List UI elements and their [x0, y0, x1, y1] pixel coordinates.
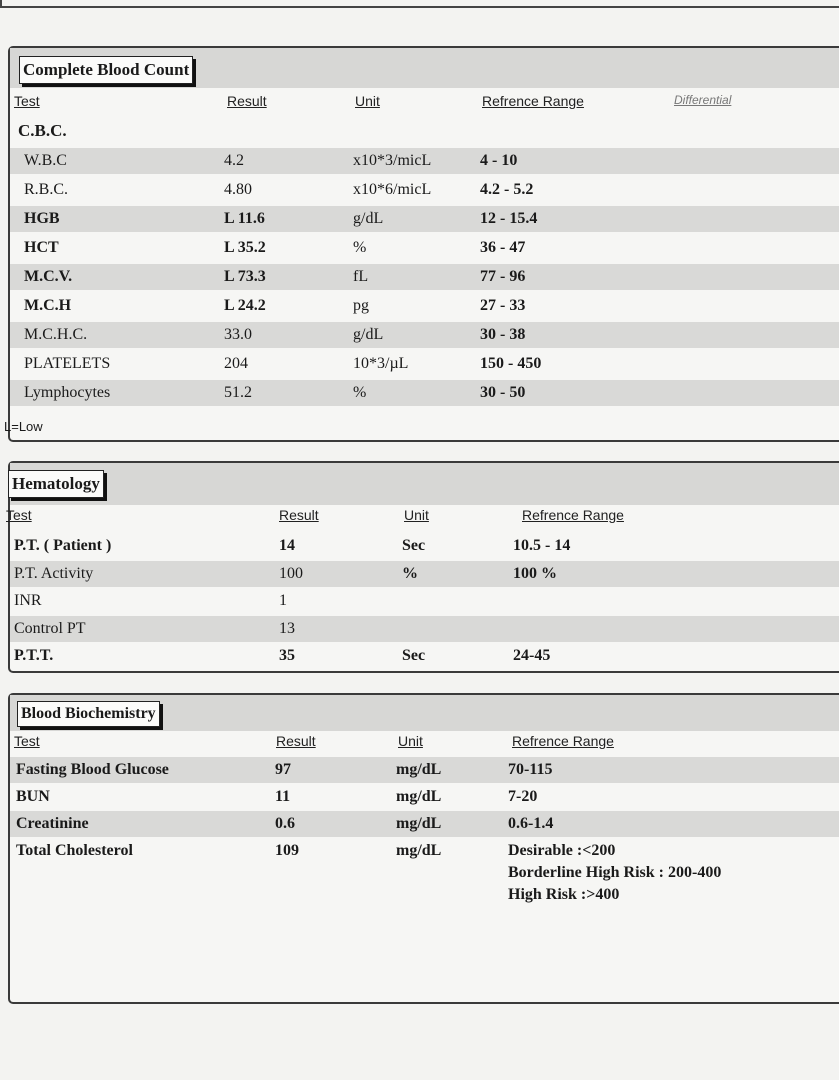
unit-cell: Sec: [402, 647, 426, 664]
table-row: [10, 838, 839, 903]
test-cell: PLATELETS: [24, 355, 111, 372]
cbc-col-range: Refrence Range: [482, 93, 584, 109]
range-cell: 30 - 38: [480, 326, 526, 343]
result-cell: 11: [275, 788, 291, 805]
result-cell: 204: [224, 355, 248, 372]
hema-col-unit: Unit: [404, 507, 429, 523]
result-cell: 1: [279, 592, 287, 609]
unit-cell: %: [353, 239, 367, 256]
table-row: [10, 643, 839, 669]
hema-col-result: Result: [279, 507, 319, 523]
hematology-title: Hematology: [8, 470, 104, 498]
range-cell: 4.2 - 5.2: [480, 181, 534, 198]
result-cell: 100: [279, 564, 303, 582]
unit-cell: fL: [353, 268, 369, 285]
test-cell: Fasting Blood Glucose: [16, 761, 169, 778]
bio-col-unit: Unit: [398, 733, 423, 749]
result-cell: 4.2: [224, 152, 244, 169]
range-cell: 24-45: [513, 647, 551, 664]
unit-cell: x10*3/micL: [353, 152, 432, 169]
table-row: [10, 784, 839, 810]
table-row: [10, 206, 839, 232]
range-cell: [508, 840, 721, 906]
test-cell: P.T. Activity: [14, 564, 94, 582]
range-cell: 150 - 450: [480, 355, 542, 372]
unit-cell: mg/dL: [396, 788, 442, 805]
table-row: [10, 322, 839, 348]
test-cell: BUN: [16, 788, 50, 805]
biochem-section: [8, 693, 839, 1004]
biochem-title: Blood Biochemistry: [17, 701, 160, 727]
table-row: [10, 811, 839, 837]
table-row: [10, 235, 839, 261]
test-cell: Total Cholesterol: [16, 842, 133, 859]
unit-cell: pg: [353, 297, 369, 314]
test-cell: HGB: [24, 210, 60, 227]
table-row: [10, 293, 839, 319]
range-cell: 36 - 47: [480, 239, 526, 256]
test-cell: M.C.H: [24, 297, 72, 314]
cbc-title: Complete Blood Count: [19, 56, 193, 84]
range-cell: 7-20: [508, 788, 538, 805]
top-border: [0, 0, 839, 8]
range-line: Borderline High Risk : 200-400: [508, 864, 722, 881]
cbc-section: [4, 46, 839, 442]
unit-cell: mg/dL: [396, 761, 442, 778]
table-row: [10, 380, 839, 406]
table-row: [10, 264, 839, 290]
unit-cell: mg/dL: [396, 842, 442, 859]
range-cell: 4 - 10: [480, 152, 518, 169]
unit-cell: x10*6/micL: [353, 181, 432, 198]
table-row: [10, 561, 839, 587]
result-cell: 35: [279, 647, 295, 664]
test-cell: R.B.C.: [24, 181, 69, 198]
result-cell: L 24.2: [224, 297, 266, 314]
cbc-col-test: Test: [14, 93, 40, 109]
table-row: [10, 177, 839, 203]
table-row: [10, 588, 839, 614]
test-cell: P.T. ( Patient ): [14, 537, 112, 554]
unit-cell: g/dL: [353, 210, 384, 227]
hematology-header-band: [10, 463, 839, 505]
result-cell: 0.6: [275, 815, 295, 832]
test-cell: Lymphocytes: [24, 384, 111, 401]
table-row: [10, 533, 839, 559]
range-cell: 70-115: [508, 761, 553, 778]
result-cell: 14: [279, 537, 295, 554]
result-cell: 4.80: [224, 181, 252, 198]
test-cell: Control PT: [14, 619, 86, 637]
table-row: [10, 351, 839, 377]
range-cell: 12 - 15.4: [480, 210, 538, 227]
result-cell: L 35.2: [224, 239, 266, 256]
test-cell: M.C.H.C.: [24, 326, 88, 343]
hematology-section: [8, 461, 839, 673]
range-cell: 100 %: [513, 564, 557, 582]
result-cell: 51.2: [224, 384, 252, 401]
test-cell: M.C.V.: [24, 268, 73, 285]
unit-cell: %: [402, 564, 418, 582]
table-row: [10, 757, 839, 783]
bio-col-test: Test: [14, 733, 40, 749]
cbc-col-differential: Differential: [674, 93, 732, 107]
unit-cell: 10*3/µL: [353, 355, 409, 372]
range-cell: 10.5 - 14: [513, 537, 571, 554]
table-row: [10, 148, 839, 174]
unit-cell: Sec: [402, 537, 426, 554]
test-cell: W.B.C: [24, 152, 67, 169]
test-cell: HCT: [24, 239, 59, 256]
range-line: Desirable :<200: [508, 842, 616, 859]
result-cell: L 11.6: [224, 210, 265, 227]
range-line: High Risk :>400: [508, 886, 620, 903]
bio-col-result: Result: [276, 733, 316, 749]
result-cell: 33.0: [224, 326, 252, 343]
table-row: [10, 616, 839, 642]
cbc-col-result: Result: [227, 93, 267, 109]
hema-col-range: Refrence Range: [522, 507, 624, 523]
cbc-legend: L=Low: [4, 419, 43, 434]
unit-cell: mg/dL: [396, 815, 442, 832]
hema-col-test: Test: [6, 507, 32, 523]
bio-col-range: Refrence Range: [512, 733, 614, 749]
result-cell: 97: [275, 761, 291, 778]
result-cell: 109: [275, 842, 299, 859]
result-cell: 13: [279, 619, 295, 637]
range-cell: 27 - 33: [480, 297, 526, 314]
cbc-group-label: C.B.C.: [18, 121, 67, 140]
result-cell: L 73.3: [224, 268, 266, 285]
range-cell: 0.6-1.4: [508, 815, 554, 832]
range-cell: 77 - 96: [480, 268, 526, 285]
unit-cell: g/dL: [353, 326, 384, 343]
range-cell: 30 - 50: [480, 384, 526, 401]
test-cell: P.T.T.: [14, 647, 54, 664]
test-cell: INR: [14, 592, 42, 609]
unit-cell: %: [353, 384, 367, 401]
cbc-col-unit: Unit: [355, 93, 380, 109]
test-cell: Creatinine: [16, 815, 89, 832]
